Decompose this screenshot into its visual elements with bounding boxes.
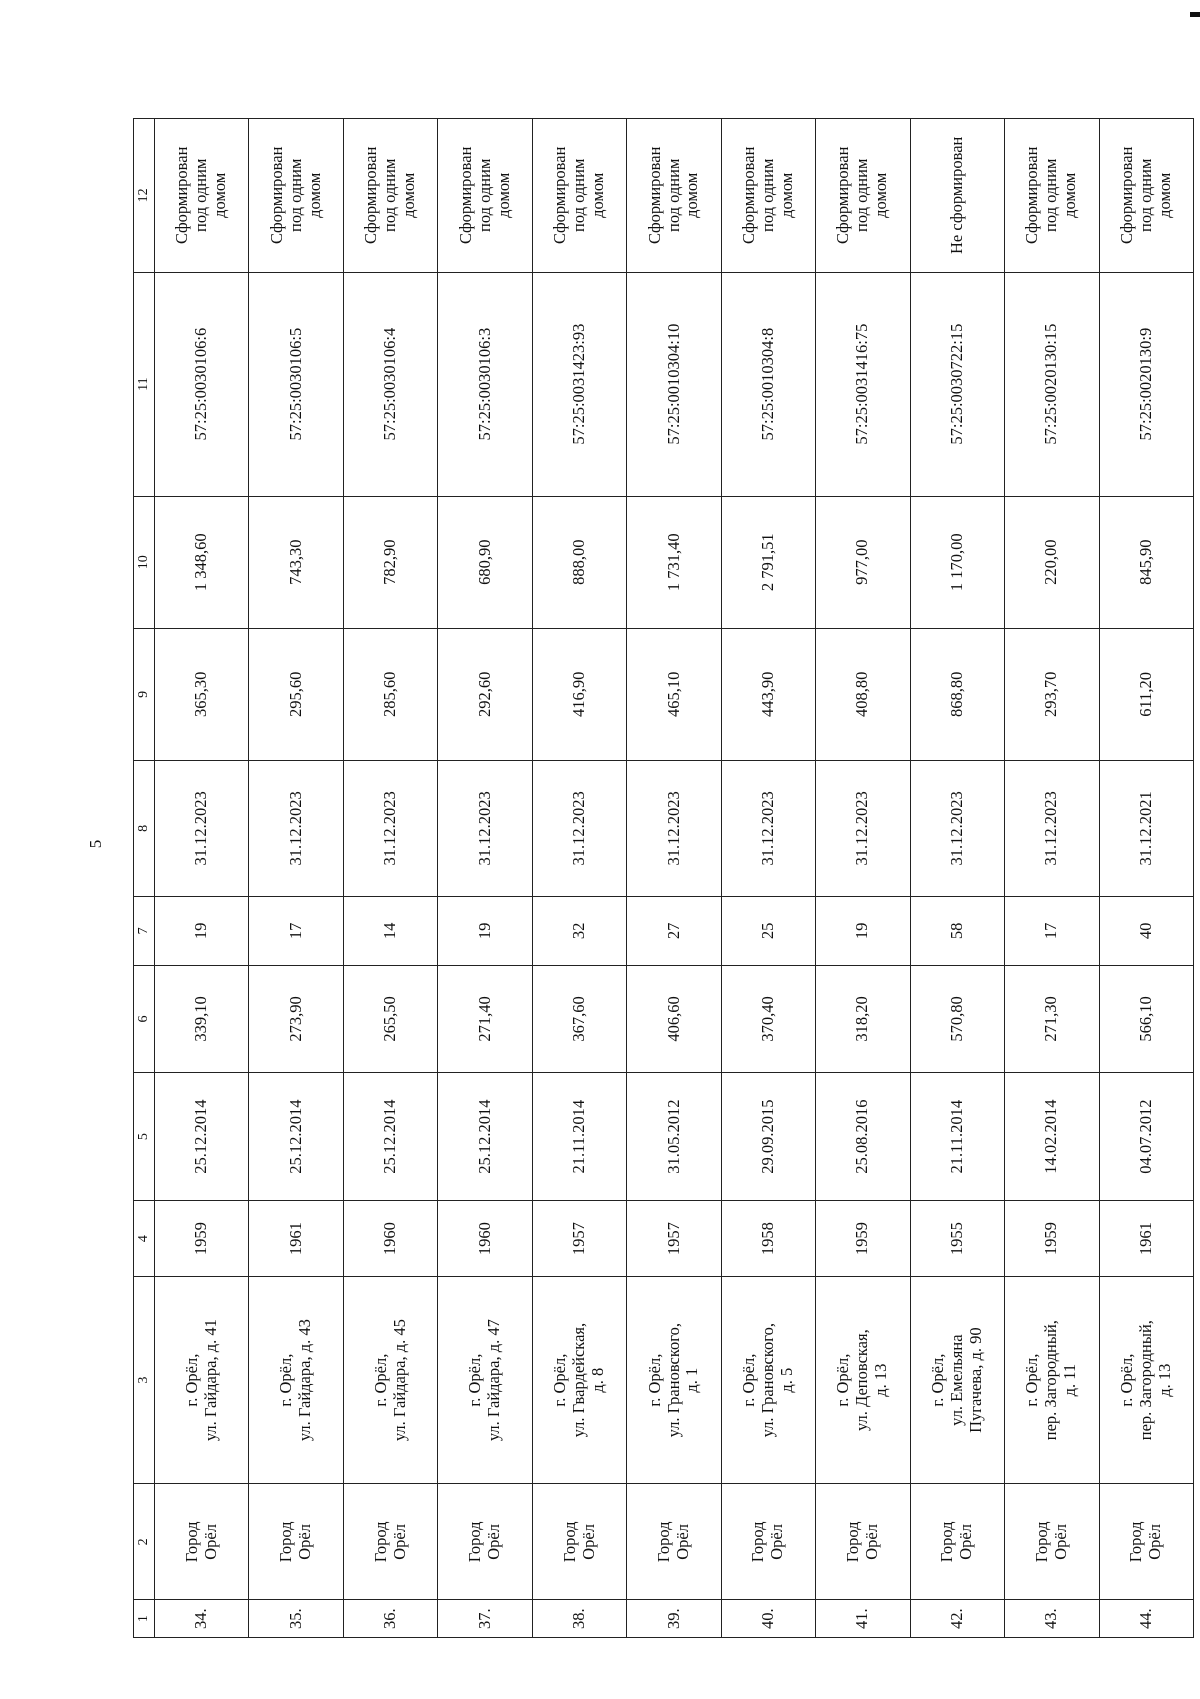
column-number-9: 9 <box>134 628 155 760</box>
land-area-cell: 1 731,40 <box>627 496 721 628</box>
locality-cell: Город Орёл <box>532 1484 626 1600</box>
address-cell: г. Орёл, пер. Загородный, д. 13 <box>1099 1276 1193 1484</box>
build-year-cell: 1961 <box>249 1201 343 1277</box>
build-year-cell: 1957 <box>627 1201 721 1277</box>
residents-cell: 40 <box>1099 896 1193 965</box>
build-year-cell: 1959 <box>155 1201 249 1277</box>
land-status-cell: Сформирован под одним домом <box>438 119 532 273</box>
row-number-cell: 43. <box>1005 1600 1099 1638</box>
land-status-cell: Сформирован под одним домом <box>627 119 721 273</box>
cadastral-number-cell: 57:25:0030722:15 <box>910 272 1004 496</box>
table-row <box>155 119 249 1638</box>
locality-cell: Город Орёл <box>155 1484 249 1600</box>
cadastral-number-cell: 57:25:0030106:3 <box>438 272 532 496</box>
column-number-4: 4 <box>134 1201 155 1277</box>
planned-date-cell: 31.12.2023 <box>1005 760 1099 896</box>
table-row <box>721 119 815 1638</box>
land-area-cell: 977,00 <box>816 496 910 628</box>
column-number-8: 8 <box>134 760 155 896</box>
column-number-10: 10 <box>134 496 155 628</box>
row-number-cell: 35. <box>249 1600 343 1638</box>
row-number-cell: 34. <box>155 1600 249 1638</box>
area-cell: 406,60 <box>627 966 721 1073</box>
living-area-cell: 611,20 <box>1099 628 1193 760</box>
planned-date-cell: 31.12.2023 <box>155 760 249 896</box>
decision-date-cell: 25.12.2014 <box>343 1072 437 1200</box>
column-number-6: 6 <box>134 966 155 1073</box>
living-area-cell: 293,70 <box>1005 628 1099 760</box>
living-area-cell: 868,80 <box>910 628 1004 760</box>
land-area-cell: 743,30 <box>249 496 343 628</box>
build-year-cell: 1955 <box>910 1201 1004 1277</box>
living-area-cell: 365,30 <box>155 628 249 760</box>
address-cell: г. Орёл, ул. Гайдара, д. 45 <box>343 1276 437 1484</box>
column-number-5: 5 <box>134 1072 155 1200</box>
planned-date-cell: 31.12.2023 <box>627 760 721 896</box>
address-cell: г. Орёл, пер. Загородный, д. 11 <box>1005 1276 1099 1484</box>
land-status-cell: Сформирован под одним домом <box>1099 119 1193 273</box>
living-area-cell: 416,90 <box>532 628 626 760</box>
build-year-cell: 1959 <box>816 1201 910 1277</box>
decision-date-cell: 25.12.2014 <box>438 1072 532 1200</box>
area-cell: 339,10 <box>155 966 249 1073</box>
area-cell: 271,40 <box>438 966 532 1073</box>
living-area-cell: 465,10 <box>627 628 721 760</box>
residents-cell: 58 <box>910 896 1004 965</box>
table-row <box>532 119 626 1638</box>
address-cell: г. Орёл, ул. Грановского, д. 5 <box>721 1276 815 1484</box>
locality-cell: Город Орёл <box>1099 1484 1193 1600</box>
residents-cell: 32 <box>532 896 626 965</box>
cadastral-number-cell: 57:25:0030106:6 <box>155 272 249 496</box>
table-row <box>627 119 721 1638</box>
residents-cell: 19 <box>155 896 249 965</box>
land-status-cell: Сформирован под одним домом <box>816 119 910 273</box>
address-cell: г. Орёл, ул. Деповская, д. 13 <box>816 1276 910 1484</box>
land-area-cell: 2 791,51 <box>721 496 815 628</box>
decision-date-cell: 21.11.2014 <box>532 1072 626 1200</box>
row-number-cell: 42. <box>910 1600 1004 1638</box>
registry-table-rotated <box>133 118 1194 1638</box>
build-year-cell: 1961 <box>1099 1201 1193 1277</box>
decision-date-cell: 04.07.2012 <box>1099 1072 1193 1200</box>
planned-date-cell: 31.12.2023 <box>721 760 815 896</box>
area-cell: 570,80 <box>910 966 1004 1073</box>
build-year-cell: 1958 <box>721 1201 815 1277</box>
registry-table <box>133 118 1194 1638</box>
land-status-cell: Не сформирован <box>910 119 1004 273</box>
land-area-cell: 220,00 <box>1005 496 1099 628</box>
locality-cell: Город Орёл <box>249 1484 343 1600</box>
decision-date-cell: 31.05.2012 <box>627 1072 721 1200</box>
planned-date-cell: 31.12.2023 <box>249 760 343 896</box>
land-status-cell: Сформирован под одним домом <box>532 119 626 273</box>
residents-cell: 25 <box>721 896 815 965</box>
decision-date-cell: 29.09.2015 <box>721 1072 815 1200</box>
build-year-cell: 1960 <box>438 1201 532 1277</box>
row-number-cell: 39. <box>627 1600 721 1638</box>
decision-date-cell: 25.12.2014 <box>155 1072 249 1200</box>
planned-date-cell: 31.12.2021 <box>1099 760 1193 896</box>
locality-cell: Город Орёл <box>910 1484 1004 1600</box>
living-area-cell: 443,90 <box>721 628 815 760</box>
page-number: 5 <box>86 839 105 849</box>
residents-cell: 27 <box>627 896 721 965</box>
living-area-cell: 292,60 <box>438 628 532 760</box>
cadastral-number-cell: 57:25:0030106:4 <box>343 272 437 496</box>
decision-date-cell: 25.12.2014 <box>249 1072 343 1200</box>
decision-date-cell: 14.02.2014 <box>1005 1072 1099 1200</box>
area-cell: 273,90 <box>249 966 343 1073</box>
cadastral-number-cell: 57:25:0010304:10 <box>627 272 721 496</box>
planned-date-cell: 31.12.2023 <box>532 760 626 896</box>
land-area-cell: 782,90 <box>343 496 437 628</box>
cadastral-number-cell: 57:25:0031423:93 <box>532 272 626 496</box>
residents-cell: 14 <box>343 896 437 965</box>
planned-date-cell: 31.12.2023 <box>816 760 910 896</box>
row-number-cell: 44. <box>1099 1600 1193 1638</box>
table-row <box>910 119 1004 1638</box>
cadastral-number-cell: 57:25:0020130:9 <box>1099 272 1193 496</box>
decision-date-cell: 25.08.2016 <box>816 1072 910 1200</box>
column-number-header <box>134 119 155 1638</box>
living-area-cell: 408,80 <box>816 628 910 760</box>
address-cell: г. Орёл, ул. Гайдара, д. 41 <box>155 1276 249 1484</box>
cadastral-number-cell: 57:25:0031416:75 <box>816 272 910 496</box>
area-cell: 265,50 <box>343 966 437 1073</box>
column-number-2: 2 <box>134 1484 155 1600</box>
table-row <box>438 119 532 1638</box>
address-cell: г. Орёл, ул. Емельяна Пугачева, д. 90 <box>910 1276 1004 1484</box>
build-year-cell: 1959 <box>1005 1201 1099 1277</box>
residents-cell: 19 <box>816 896 910 965</box>
land-area-cell: 1 348,60 <box>155 496 249 628</box>
planned-date-cell: 31.12.2023 <box>343 760 437 896</box>
row-number-cell: 36. <box>343 1600 437 1638</box>
cadastral-number-cell: 57:25:0020130:15 <box>1005 272 1099 496</box>
residents-cell: 19 <box>438 896 532 965</box>
cadastral-number-cell: 57:25:0010304:8 <box>721 272 815 496</box>
residents-cell: 17 <box>1005 896 1099 965</box>
column-number-7: 7 <box>134 896 155 965</box>
address-cell: г. Орёл, ул. Грановского, д. 1 <box>627 1276 721 1484</box>
row-number-cell: 37. <box>438 1600 532 1638</box>
decision-date-cell: 21.11.2014 <box>910 1072 1004 1200</box>
planned-date-cell: 31.12.2023 <box>438 760 532 896</box>
land-area-cell: 845,90 <box>1099 496 1193 628</box>
land-status-cell: Сформирован под одним домом <box>155 119 249 273</box>
land-area-cell: 888,00 <box>532 496 626 628</box>
table-body <box>155 119 1194 1638</box>
land-area-cell: 680,90 <box>438 496 532 628</box>
table-row <box>343 119 437 1638</box>
land-status-cell: Сформирован под одним домом <box>721 119 815 273</box>
table-row <box>249 119 343 1638</box>
row-number-cell: 38. <box>532 1600 626 1638</box>
build-year-cell: 1957 <box>532 1201 626 1277</box>
land-status-cell: Сформирован под одним домом <box>249 119 343 273</box>
row-number-cell: 41. <box>816 1600 910 1638</box>
registry-table-container <box>133 118 1194 1638</box>
corner-scan-mark <box>1190 12 1200 17</box>
residents-cell: 17 <box>249 896 343 965</box>
row-number-cell: 40. <box>721 1600 815 1638</box>
area-cell: 566,10 <box>1099 966 1193 1073</box>
locality-cell: Город Орёл <box>1005 1484 1099 1600</box>
land-status-cell: Сформирован под одним домом <box>1005 119 1099 273</box>
address-cell: г. Орёл, ул. Гайдара, д. 43 <box>249 1276 343 1484</box>
address-cell: г. Орёл, ул. Гайдара, д. 47 <box>438 1276 532 1484</box>
planned-date-cell: 31.12.2023 <box>910 760 1004 896</box>
land-area-cell: 1 170,00 <box>910 496 1004 628</box>
locality-cell: Город Орёл <box>627 1484 721 1600</box>
locality-cell: Город Орёл <box>816 1484 910 1600</box>
header-row <box>134 119 155 1638</box>
area-cell: 370,40 <box>721 966 815 1073</box>
area-cell: 367,60 <box>532 966 626 1073</box>
area-cell: 271,30 <box>1005 966 1099 1073</box>
locality-cell: Город Орёл <box>438 1484 532 1600</box>
column-number-12: 12 <box>134 119 155 273</box>
table-row <box>1099 119 1193 1638</box>
table-row <box>816 119 910 1638</box>
locality-cell: Город Орёл <box>721 1484 815 1600</box>
area-cell: 318,20 <box>816 966 910 1073</box>
column-number-11: 11 <box>134 272 155 496</box>
address-cell: г. Орёл, ул. Гвардейская, д. 8 <box>532 1276 626 1484</box>
column-number-3: 3 <box>134 1276 155 1484</box>
locality-cell: Город Орёл <box>343 1484 437 1600</box>
column-number-1: 1 <box>134 1600 155 1638</box>
cadastral-number-cell: 57:25:0030106:5 <box>249 272 343 496</box>
table-row <box>1005 119 1099 1638</box>
build-year-cell: 1960 <box>343 1201 437 1277</box>
living-area-cell: 285,60 <box>343 628 437 760</box>
land-status-cell: Сформирован под одним домом <box>343 119 437 273</box>
living-area-cell: 295,60 <box>249 628 343 760</box>
